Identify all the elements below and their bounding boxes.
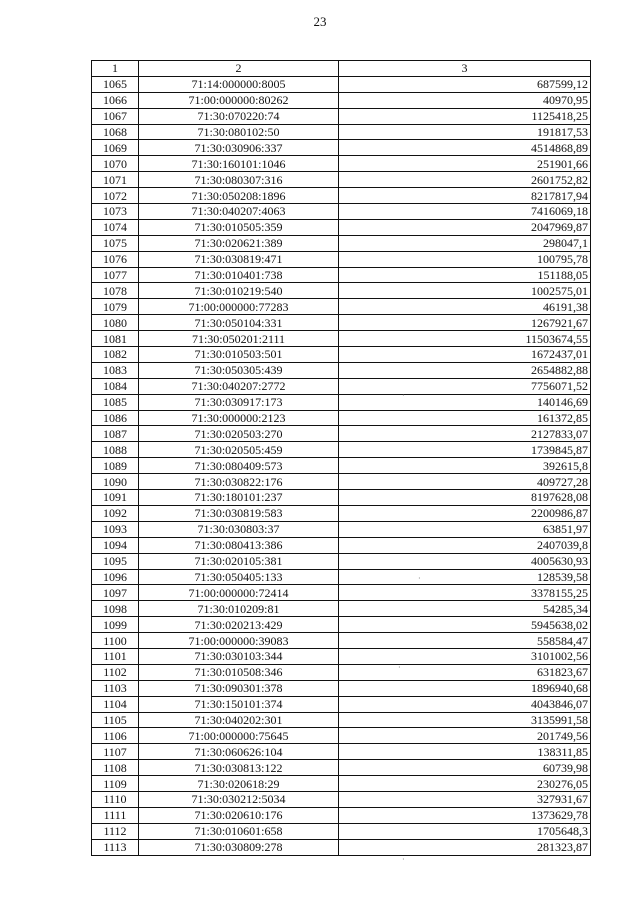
table-row: [92, 807, 591, 823]
cadastral-value: 2654882,88: [339, 362, 591, 378]
row-number: 1076: [92, 251, 139, 267]
table-row: [92, 823, 591, 839]
table-row: [92, 712, 591, 728]
row-number: 1103: [92, 680, 139, 696]
table-row: [92, 299, 591, 315]
row-number: 1112: [92, 823, 139, 839]
cadastral-value: 1705648,3: [339, 823, 591, 839]
cadastral-value: 409727,28: [339, 474, 591, 490]
table-row: [92, 728, 591, 744]
row-number: 1083: [92, 362, 139, 378]
row-number: 1100: [92, 633, 139, 649]
table-row: [92, 315, 591, 331]
table-row: [92, 490, 591, 506]
page-number: 23: [313, 14, 327, 29]
cadastral-value: 1002575,01: [339, 283, 591, 299]
cadastral-value: 191817,53: [339, 124, 591, 140]
row-number: 1091: [92, 490, 139, 506]
cadastral-value: 140146,69: [339, 394, 591, 410]
cadastral-value: 11503674,55: [339, 331, 591, 347]
cadastral-value: 1896940,68: [339, 680, 591, 696]
cadastral-value: 1739845,87: [339, 442, 591, 458]
cadastral-number: 71:30:020105:381: [139, 553, 339, 569]
row-number: 1082: [92, 347, 139, 363]
row-number: 1101: [92, 648, 139, 664]
row-number: 1078: [92, 283, 139, 299]
row-number: 1067: [92, 108, 139, 124]
cadastral-value: 2047969,87: [339, 219, 591, 235]
column-header-3: 3: [339, 61, 591, 77]
cadastral-value: 2601752,82: [339, 172, 591, 188]
table-row: [92, 331, 591, 347]
row-number: 1095: [92, 553, 139, 569]
table-body: [92, 76, 591, 855]
table-row: [92, 76, 591, 92]
table-row: [92, 267, 591, 283]
row-number: 1099: [92, 617, 139, 633]
row-number: 1068: [92, 124, 139, 140]
cadastral-number: 71:30:010401:738: [139, 267, 339, 283]
table-row: [92, 235, 591, 251]
cadastral-number: 71:00:000000:72414: [139, 585, 339, 601]
table-row: [92, 283, 591, 299]
cadastral-value: 54285,34: [339, 601, 591, 617]
cadastral-value: 161372,85: [339, 410, 591, 426]
row-number: 1107: [92, 744, 139, 760]
cadastral-value: 8197628,08: [339, 490, 591, 506]
cadastral-value-table: [91, 60, 591, 856]
row-number: 1104: [92, 696, 139, 712]
cadastral-number: 71:30:040207:2772: [139, 378, 339, 394]
row-number: 1108: [92, 760, 139, 776]
row-number: 1092: [92, 505, 139, 521]
row-number: 1087: [92, 426, 139, 442]
table-row: [92, 648, 591, 664]
cadastral-value: 138311,85: [339, 744, 591, 760]
cadastral-value: 251901,66: [339, 156, 591, 172]
cadastral-value: 151188,05: [339, 267, 591, 283]
cadastral-number: 71:30:040202:301: [139, 712, 339, 728]
row-number: 1086: [92, 410, 139, 426]
table-row: [92, 776, 591, 792]
cadastral-number: 71:30:070220:74: [139, 108, 339, 124]
row-number: 1090: [92, 474, 139, 490]
column-header-1: 1: [92, 61, 139, 77]
cadastral-number: 71:30:050201:2111: [139, 331, 339, 347]
cadastral-value: 298047,1: [339, 235, 591, 251]
table-row: [92, 585, 591, 601]
table-row: [92, 521, 591, 537]
cadastral-number: 71:30:010209:81: [139, 601, 339, 617]
row-number: 1073: [92, 204, 139, 220]
cadastral-value: 5945638,02: [339, 617, 591, 633]
table-row: [92, 362, 591, 378]
table-row: [92, 140, 591, 156]
cadastral-number: 71:30:030813:122: [139, 760, 339, 776]
cadastral-number: 71:30:150101:374: [139, 696, 339, 712]
column-header-2: 2: [139, 61, 339, 77]
row-number: 1077: [92, 267, 139, 283]
cadastral-value: 2200986,87: [339, 505, 591, 521]
row-number: 1079: [92, 299, 139, 315]
cadastral-value: 7416069,18: [339, 204, 591, 220]
cadastral-number: 71:30:030822:176: [139, 474, 339, 490]
cadastral-number: 71:30:030809:278: [139, 839, 339, 855]
cadastral-value: 40970,95: [339, 92, 591, 108]
row-number: 1089: [92, 458, 139, 474]
cadastral-value: 3378155,25: [339, 585, 591, 601]
cadastral-number: 71:30:050104:331: [139, 315, 339, 331]
cadastral-number: 71:30:010219:540: [139, 283, 339, 299]
table-row: [92, 156, 591, 172]
cadastral-number: 71:30:030819:583: [139, 505, 339, 521]
cadastral-number: 71:30:020213:429: [139, 617, 339, 633]
row-number: 1072: [92, 188, 139, 204]
cadastral-number: 71:30:020610:176: [139, 807, 339, 823]
table-row: [92, 378, 591, 394]
table-row: [92, 172, 591, 188]
table-row: [92, 347, 591, 363]
row-number: 1109: [92, 776, 139, 792]
row-number: 1110: [92, 791, 139, 807]
table-row: [92, 204, 591, 220]
table-row: [92, 601, 591, 617]
cadastral-number: 71:30:180101:237: [139, 490, 339, 506]
table-row: [92, 680, 591, 696]
scan-speck: ·: [402, 855, 405, 864]
cadastral-number: 71:00:000000:77283: [139, 299, 339, 315]
table-row: [92, 251, 591, 267]
row-number: 1111: [92, 807, 139, 823]
row-number: 1085: [92, 394, 139, 410]
row-number: 1065: [92, 76, 139, 92]
cadastral-value: 687599,12: [339, 76, 591, 92]
table-row: [92, 633, 591, 649]
table-row: [92, 188, 591, 204]
cadastral-value: 558584,47: [339, 633, 591, 649]
row-number: 1069: [92, 140, 139, 156]
table-row: [92, 124, 591, 140]
table-row: [92, 569, 591, 585]
row-number: 1071: [92, 172, 139, 188]
row-number: 1088: [92, 442, 139, 458]
scan-speck: ·: [398, 663, 401, 672]
table-header-row: [92, 61, 591, 77]
cadastral-number: 71:30:050405:133: [139, 569, 339, 585]
table-row: [92, 458, 591, 474]
cadastral-value: 60739,98: [339, 760, 591, 776]
cadastral-value: 100795,78: [339, 251, 591, 267]
row-number: 1093: [92, 521, 139, 537]
cadastral-number: 71:30:080102:50: [139, 124, 339, 140]
table-row: [92, 760, 591, 776]
table-row: [92, 426, 591, 442]
table-row: [92, 791, 591, 807]
row-number: 1070: [92, 156, 139, 172]
cadastral-value: 128539,58: [339, 569, 591, 585]
cadastral-number: 71:30:030917:173: [139, 394, 339, 410]
cadastral-value: 46191,38: [339, 299, 591, 315]
table-row: [92, 537, 591, 553]
row-number: 1074: [92, 219, 139, 235]
table-row: [92, 474, 591, 490]
row-number: 1094: [92, 537, 139, 553]
row-number: 1096: [92, 569, 139, 585]
cadastral-value: 4005630,93: [339, 553, 591, 569]
cadastral-number: 71:00:000000:75645: [139, 728, 339, 744]
row-number: 1098: [92, 601, 139, 617]
scan-speck: ·: [418, 574, 421, 583]
cadastral-number: 71:30:020621:389: [139, 235, 339, 251]
cadastral-number: 71:30:160101:1046: [139, 156, 339, 172]
cadastral-value: 3101002,56: [339, 648, 591, 664]
table-row: [92, 744, 591, 760]
cadastral-value: 631823,67: [339, 664, 591, 680]
table-row: [92, 664, 591, 680]
cadastral-number: 71:30:030906:337: [139, 140, 339, 156]
table-row: [92, 92, 591, 108]
cadastral-value: 2407039,8: [339, 537, 591, 553]
cadastral-value: 1672437,01: [339, 347, 591, 363]
cadastral-value: 8217817,94: [339, 188, 591, 204]
cadastral-number: 71:30:030212:5034: [139, 791, 339, 807]
table-row: [92, 617, 591, 633]
cadastral-value: 7756071,52: [339, 378, 591, 394]
cadastral-number: 71:30:090301:378: [139, 680, 339, 696]
table-row: [92, 108, 591, 124]
cadastral-value: 4514868,89: [339, 140, 591, 156]
table-row: [92, 394, 591, 410]
table-row: [92, 410, 591, 426]
row-number: 1105: [92, 712, 139, 728]
row-number: 1066: [92, 92, 139, 108]
row-number: 1106: [92, 728, 139, 744]
cadastral-number: 71:30:020505:459: [139, 442, 339, 458]
cadastral-number: 71:30:010601:658: [139, 823, 339, 839]
row-number: 1113: [92, 839, 139, 855]
cadastral-number: 71:30:050305:439: [139, 362, 339, 378]
cadastral-value: 1267921,67: [339, 315, 591, 331]
table-row: [92, 442, 591, 458]
cadastral-number: 71:30:030103:344: [139, 648, 339, 664]
cadastral-value: 201749,56: [339, 728, 591, 744]
cadastral-number: 71:00:000000:39083: [139, 633, 339, 649]
cadastral-number: 71:00:000000:80262: [139, 92, 339, 108]
table-row: [92, 839, 591, 855]
cadastral-value: 3135991,58: [339, 712, 591, 728]
cadastral-value: 1125418,25: [339, 108, 591, 124]
cadastral-number: 71:30:080409:573: [139, 458, 339, 474]
row-number: 1075: [92, 235, 139, 251]
cadastral-value: 4043846,07: [339, 696, 591, 712]
cadastral-number: 71:30:010503:501: [139, 347, 339, 363]
cadastral-value: 327931,67: [339, 791, 591, 807]
cadastral-number: 71:30:030803:37: [139, 521, 339, 537]
row-number: 1097: [92, 585, 139, 601]
cadastral-value: 1373629,78: [339, 807, 591, 823]
table-row: [92, 505, 591, 521]
cadastral-number: 71:30:030819:471: [139, 251, 339, 267]
cadastral-number: 71:30:010508:346: [139, 664, 339, 680]
cadastral-number: 71:14:000000:8005: [139, 76, 339, 92]
cadastral-value: 281323,87: [339, 839, 591, 855]
cadastral-number: 71:30:080307:316: [139, 172, 339, 188]
cadastral-number: 71:30:050208:1896: [139, 188, 339, 204]
cadastral-value: 2127833,07: [339, 426, 591, 442]
cadastral-value: 230276,05: [339, 776, 591, 792]
cadastral-number: 71:30:010505:359: [139, 219, 339, 235]
scan-speck: ·: [402, 391, 405, 400]
cadastral-value: 63851,97: [339, 521, 591, 537]
row-number: 1084: [92, 378, 139, 394]
cadastral-number: 71:30:060626:104: [139, 744, 339, 760]
cadastral-number: 71:30:020618:29: [139, 776, 339, 792]
cadastral-number: 71:30:000000:2123: [139, 410, 339, 426]
cadastral-value: 392615,8: [339, 458, 591, 474]
row-number: 1102: [92, 664, 139, 680]
row-number: 1080: [92, 315, 139, 331]
cadastral-number: 71:30:020503:270: [139, 426, 339, 442]
row-number: 1081: [92, 331, 139, 347]
table-row: [92, 553, 591, 569]
cadastral-number: 71:30:040207:4063: [139, 204, 339, 220]
table-row: [92, 696, 591, 712]
cadastral-number: 71:30:080413:386: [139, 537, 339, 553]
table-row: [92, 219, 591, 235]
